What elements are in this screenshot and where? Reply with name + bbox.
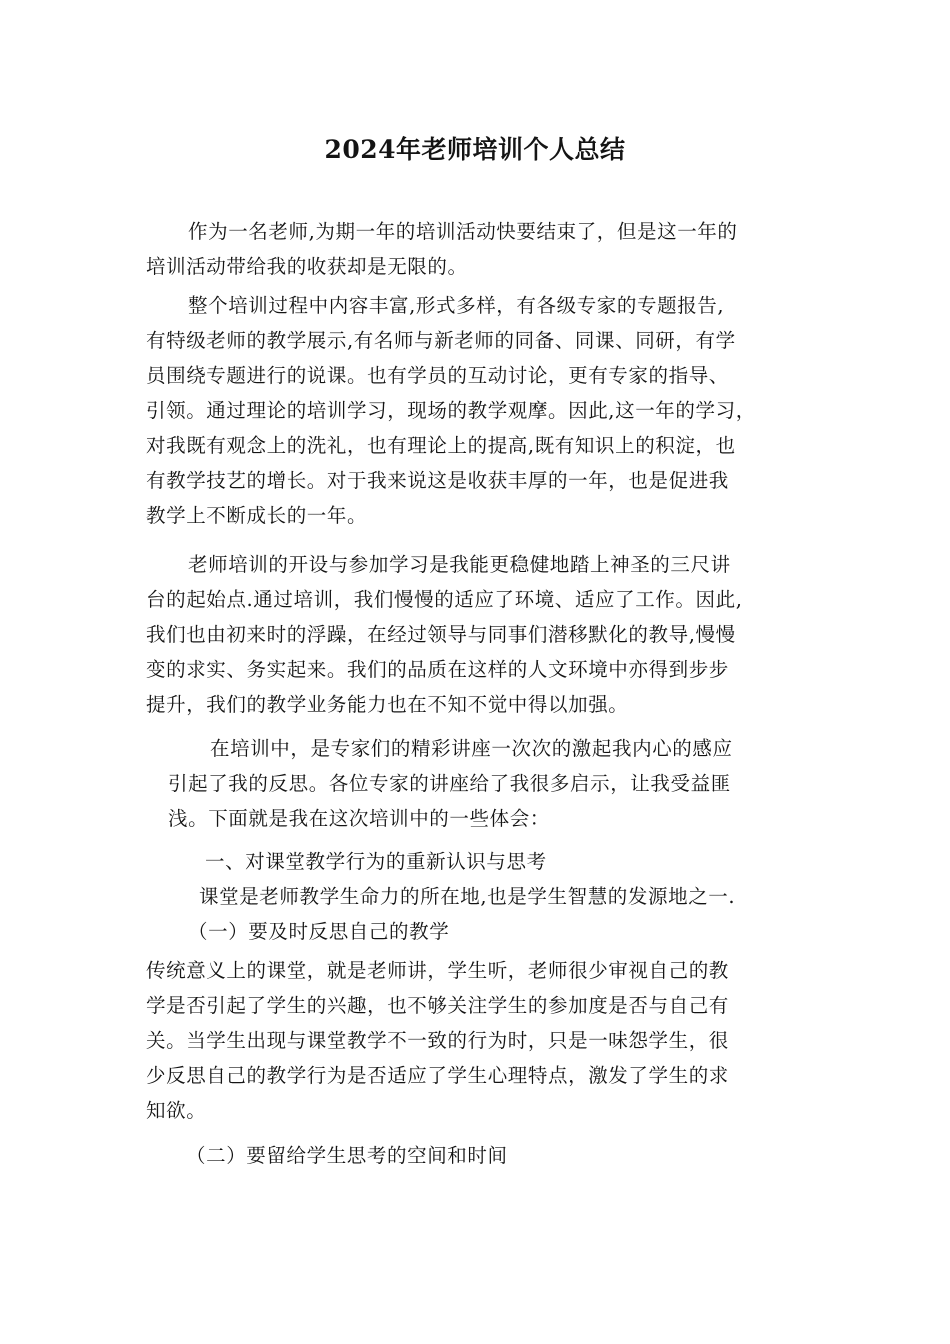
subsection-heading: （二）要留给学生思考的空间和时间 (186, 1144, 508, 1167)
text-line: 我们也由初来时的浮躁，在经过领导与同事们潜移默化的教导,慢慢 (146, 623, 736, 646)
text-line: 提升，我们的教学业务能力也在不知不觉中得以加强。 (146, 693, 629, 716)
section-heading: 一、对课堂教学行为的重新认识与思考 (205, 850, 547, 873)
text-line: 少反思自己的教学行为是否适应了学生心理特点，激发了学生的求 (146, 1064, 729, 1087)
text-line: 在培训中，是专家们的精彩讲座一次次的激起我内心的感应 (210, 737, 733, 760)
text-line: 作为一名老师,为期一年的培训活动快要结束了，但是这一年的 (188, 220, 738, 243)
text-line: 引起了我的反思。各位专家的讲座给了我很多启示，让我受益匪 (168, 772, 731, 795)
text-line: 课堂是老师教学生命力的所在地,也是学生智慧的发源地之一. (199, 885, 736, 908)
text-line: 关。当学生出现与课堂教学不一致的行为时，只是一味怨学生，很 (146, 1029, 729, 1052)
text-line: 台的起始点.通过培训，我们慢慢的适应了环境、适应了工作。因此, (146, 588, 743, 611)
subsection-heading: （一）要及时反思自己的教学 (188, 920, 450, 943)
text-line: 浅。下面就是我在这次培训中的一些体会： (168, 807, 550, 830)
text-line: 引领。通过理论的培训学习，现场的教学观摩。因此,这一年的学习， (146, 399, 756, 422)
text-line: 知欲。 (146, 1099, 207, 1122)
text-line: 培训活动带给我的收获却是无限的。 (146, 255, 468, 278)
text-line: 有特级老师的教学展示,有名师与新老师的同备、同课、同研，有学 (146, 329, 736, 352)
text-line: 变的求实、务实起来。我们的品质在这样的人文环境中亦得到步步 (146, 658, 729, 681)
text-line: 学是否引起了学生的兴趣，也不够关注学生的参加度是否与自己有 (146, 994, 729, 1017)
text-line: 有教学技艺的增长。对于我来说这是收获丰厚的一年，也是促进我 (146, 469, 729, 492)
document-title: 2024年老师培训个人总结 (324, 135, 626, 164)
text-line: 整个培训过程中内容丰富,形式多样，有各级专家的专题报告, (188, 294, 725, 317)
text-line: 老师培训的开设与参加学习是我能更稳健地踏上神圣的三尺讲 (188, 553, 731, 576)
text-line: 员围绕专题进行的说课。也有学员的互动讨论，更有专家的指导、 (146, 364, 729, 387)
text-line: 教学上不断成长的一年。 (146, 504, 368, 527)
text-line: 传统意义上的课堂，就是老师讲，学生听，老师很少审视自己的教 (146, 959, 729, 982)
text-line: 对我既有观念上的洗礼，也有理论上的提高,既有知识上的积淀，也 (146, 434, 736, 457)
